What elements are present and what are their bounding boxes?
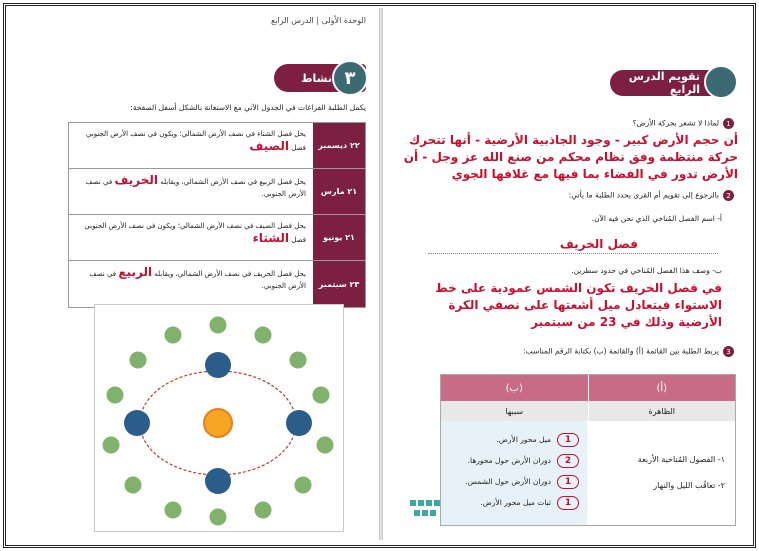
question-number-icon: 2 [723, 190, 734, 201]
matching-table [440, 374, 736, 526]
row-answer: الصيف [249, 139, 290, 153]
col-b-sub: سببها [441, 401, 589, 421]
answer-box: 2 [557, 454, 579, 468]
row-text: يحل فصل الشتاء في نصف الأرض الشمالي؛ ويكون في نصف الأرض الجنوبي فصل [85, 130, 306, 152]
list-item [441, 492, 579, 513]
review-icon [704, 65, 738, 99]
answer-box: 1 [557, 475, 579, 489]
text-cell [69, 169, 313, 214]
question-2a: أ- اسم الفصل المُناخي الذي نحن فيه الآن. [591, 214, 722, 223]
date-cell: ٢١ مارس [313, 169, 365, 214]
lesson-review-title: تقويم الدرس الرابع [628, 70, 700, 96]
question-number-icon: 1 [723, 118, 734, 129]
answer-2a: فصل الخريف [559, 237, 638, 251]
list-item: ١- الفصول المُناخية الأربعة [637, 455, 725, 464]
row-answer: الشتاء [252, 231, 290, 245]
row-text: يحل فصل الخريف في نصف الأرض الشمالي، ويقابله [154, 270, 306, 278]
table-row [69, 123, 365, 169]
col-b-head: (ب) [441, 375, 589, 401]
question-2-text: بالرجوع إلى تقويم أم القرى يحدد الطلبة ما يأتي: [568, 190, 719, 200]
answer-box: 1 [557, 496, 579, 510]
left-header: الوحدة الأولى | الدرس الرابع [270, 16, 366, 25]
ministry-logo-icon [408, 496, 448, 522]
matching-subheader [441, 401, 735, 421]
question-3 [523, 346, 734, 357]
date-cell: ٢١ يونيو [313, 215, 365, 260]
activity-banner [274, 64, 366, 92]
col-a-head: (أ) [656, 382, 668, 394]
earth-orbit-figure [94, 304, 344, 532]
list-item [441, 450, 579, 471]
question-2a-answer [428, 236, 718, 254]
row-text-tail: في نصف الأرض الجنوبي. [89, 270, 306, 290]
activity-number: ٣ [332, 60, 368, 96]
question-1 [633, 118, 734, 129]
table-row [69, 261, 365, 307]
list-item [441, 429, 579, 450]
row-text: يحل فصل الربيع في نصف الأرض الشمالي، ويقابله [160, 178, 306, 186]
item-text: ميل محور الأرض. [496, 435, 551, 444]
matching-header [441, 375, 735, 401]
question-3-text: يربط الطلبة بين القائمة (أ) والقائمة (ب) بكتابة الرقم المناسب: [523, 346, 719, 356]
earth-icon [205, 468, 231, 494]
earth-icon [205, 352, 231, 378]
right-page [384, 8, 752, 540]
question-1-answer: أن حجم الأرض كبير - وجود الجاذبية الأرضية - أنها تتحرك حركة منتظمة وفق نظام محكم من صنع الله عز وجل - أن الأرض تدور في الفضاء بما فيها مع غلافها الجوي [403, 133, 738, 181]
answer-box: 1 [557, 433, 579, 447]
earth-icon [124, 410, 150, 436]
row-answer: الخريف [114, 173, 158, 187]
text-cell [69, 123, 313, 168]
orbit-diagram [93, 305, 343, 533]
left-page [8, 8, 378, 540]
question-2 [569, 190, 734, 201]
table-row [69, 215, 365, 261]
activity-instruction: يكمل الطلبة الفراغات في الجدول الآتي مع الاستعانة بالشكل أسفل الصفحة: [130, 103, 366, 112]
col-a-sub: الظاهرة [648, 406, 675, 416]
row-answer: الربيع [118, 265, 153, 279]
seasons-table [68, 122, 366, 308]
question-number-icon: 3 [723, 346, 734, 357]
activity-label: نشاط [301, 71, 332, 85]
item-text: دوران الأرض حول محورها. [467, 456, 551, 465]
table-row [69, 169, 365, 215]
date-cell: ٢٢ ديسمبر [313, 123, 365, 168]
sun-icon [204, 409, 232, 437]
col-b [441, 421, 587, 525]
question-2b: ب- وصف هذا الفصل المُناخي في حدود سطرين. [571, 266, 722, 275]
matching-body [441, 421, 735, 525]
list-item: ٢- تعاقُب الليل والنهار [653, 481, 725, 490]
col-a [587, 421, 735, 525]
text-cell [69, 215, 313, 260]
question-1-text: لماذا لا تشعر بحركة الأرض؟ [632, 118, 719, 128]
lesson-review-banner [610, 70, 734, 96]
item-text: دوران الأرض حول الشمس. [465, 477, 551, 486]
row-text-tail: في نصف الأرض الجنوبي. [85, 178, 306, 198]
row-text: يحل فصل الصيف في نصف الأرض الشمالي؛ ويكون في نصف الأرض الجنوبي فصل [84, 222, 306, 244]
text-cell [69, 261, 313, 307]
date-cell: ٢٣ سبتمبر [313, 261, 365, 307]
earth-icon [286, 410, 312, 436]
book-seam [379, 8, 383, 540]
question-2b-answer: في فصل الخريف تكون الشمس عمودية على خط الاستواء فيتعادل ميل أشعتها على نصفي الكرة الأرضية وذلك في 23 من سبتمبر [435, 281, 722, 329]
list-item [441, 471, 579, 492]
item-text: ثبات ميل محور الأرض. [480, 498, 551, 507]
